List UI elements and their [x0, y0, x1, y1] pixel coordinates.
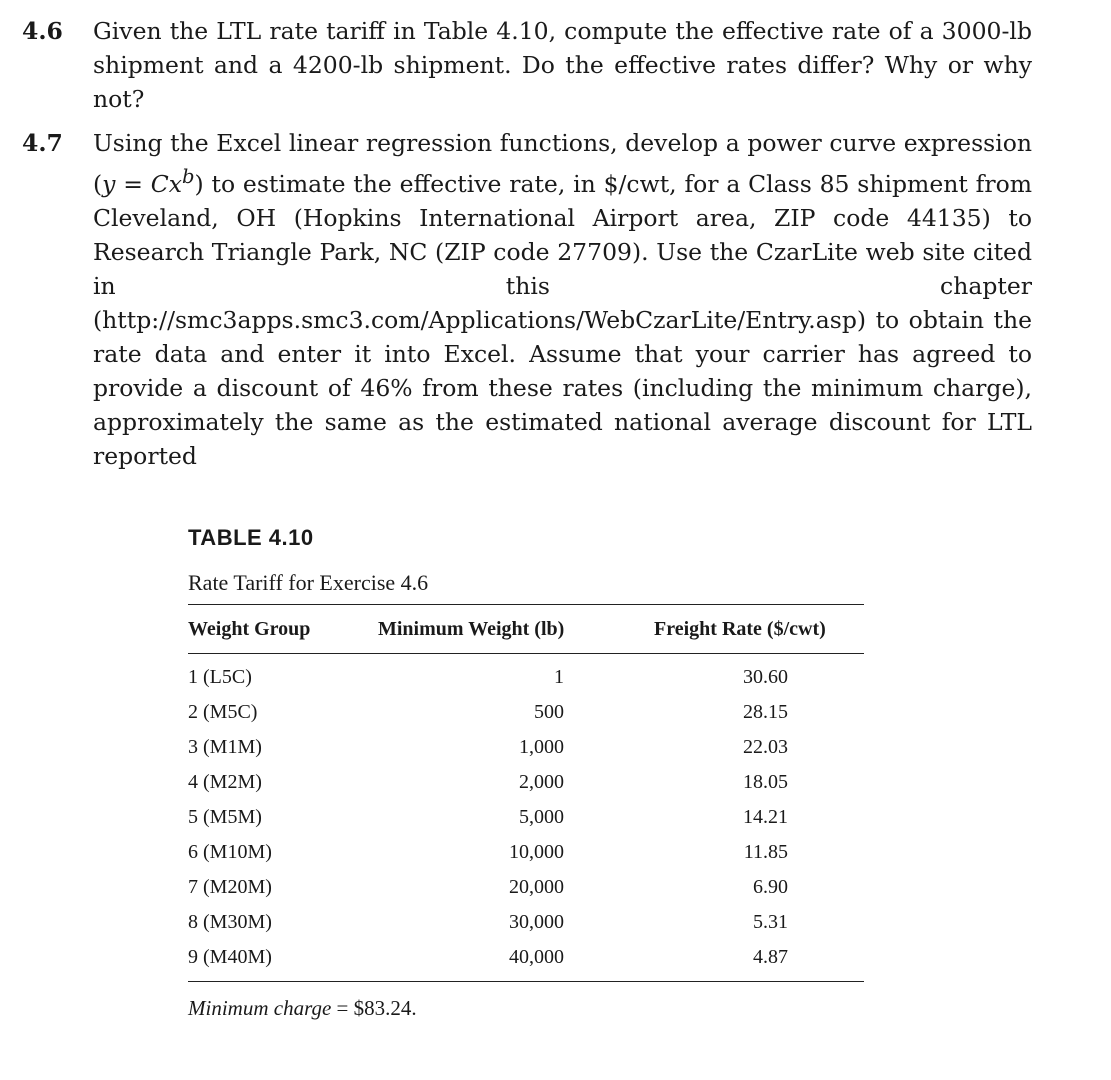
cell-weight-group: 8 (M30M) — [188, 911, 272, 933]
cell-weight-group: 2 (M5C) — [188, 701, 258, 723]
table-row — [188, 905, 864, 940]
cell-weight-group: 6 (M10M) — [188, 841, 272, 863]
cell-weight-group: 3 (M1M) — [188, 736, 262, 758]
table-row — [188, 765, 864, 800]
cell-minimum-weight: 2,000 — [519, 771, 564, 793]
table-row — [188, 835, 864, 870]
column-header-weight-group: Weight Group — [188, 605, 378, 654]
exercise-4-7 — [22, 126, 1032, 473]
table-footnote — [188, 996, 864, 1021]
exercise-number: 4.7 — [22, 129, 63, 157]
footnote-value: = $83.24. — [331, 996, 417, 1020]
cell-freight-rate: 30.60 — [743, 666, 788, 688]
cell-freight-rate: 28.15 — [743, 701, 788, 723]
table-row — [188, 800, 864, 835]
table-row — [188, 730, 864, 765]
cell-weight-group: 4 (M2M) — [188, 771, 262, 793]
cell-minimum-weight: 1,000 — [519, 736, 564, 758]
table-caption: Rate Tariff for Exercise 4.6 — [188, 570, 429, 595]
cell-freight-rate: 4.87 — [654, 940, 864, 982]
cell-freight-rate: 11.85 — [743, 841, 788, 863]
exercise-list — [22, 14, 1032, 483]
cell-minimum-weight: 30,000 — [509, 911, 564, 933]
rate-tariff-table-block — [188, 520, 864, 1021]
table-row — [188, 940, 864, 982]
cell-weight-group: 7 (M20M) — [188, 876, 272, 898]
exercise-text-part: ) to estimate the effective rate, in $/cwt, for a Class 85 shipment from Cleveland, OH (Hopkins International Airport area, ZIP code 44135) to Research Triangle Park, NC (ZIP code 27709). Use the CzarLite web site cited in this chapter (http://smc3apps.smc3.com/Applications/WebCzarLite/Entry.asp) to obtain the rate data and enter it into Excel. Assume that your carrier has agreed to provide a discount of 46% from these rates (including the minimum charge), approximately the same as the estimated national average discount for LTL reported — [93, 169, 1032, 470]
table-label: TABLE 4.10 — [188, 525, 314, 550]
cell-minimum-weight: 10,000 — [509, 841, 564, 863]
table-row — [188, 695, 864, 730]
table-row — [188, 654, 864, 696]
exercise-text-part: Using the Excel linear regression functions, develop a power curve expression ( — [93, 129, 1032, 198]
table-header-row — [188, 605, 864, 654]
cell-freight-rate: 14.21 — [743, 806, 788, 828]
cell-freight-rate: 6.90 — [753, 876, 788, 898]
exercise-text — [93, 126, 1032, 473]
cell-minimum-weight: 1 — [554, 666, 564, 688]
cell-weight-group: 9 (M40M) — [188, 940, 378, 982]
table-row — [188, 870, 864, 905]
power-curve-formula: y = Cx — [102, 169, 182, 198]
cell-minimum-weight: 20,000 — [509, 876, 564, 898]
cell-freight-rate: 18.05 — [743, 771, 788, 793]
cell-weight-group: 1 (L5C) — [188, 666, 252, 688]
exercise-4-6 — [22, 14, 1032, 116]
cell-freight-rate: 5.31 — [753, 911, 788, 933]
footnote-label: Minimum charge — [188, 996, 332, 1020]
column-header-minimum-weight: Minimum Weight (lb) — [378, 605, 654, 654]
power-curve-exponent: b — [182, 165, 195, 188]
exercise-text: Given the LTL rate tariff in Table 4.10, compute the effective rate of a 3000-lb shipment and a 4200-lb shipment. Do the effective rates differ? Why or why not? — [93, 17, 1032, 113]
cell-minimum-weight: 5,000 — [519, 806, 564, 828]
rate-tariff-table — [188, 604, 864, 982]
cell-minimum-weight: 500 — [534, 701, 564, 723]
column-header-freight-rate: Freight Rate ($/cwt) — [654, 605, 864, 654]
exercise-number: 4.6 — [22, 17, 63, 45]
cell-minimum-weight: 40,000 — [378, 940, 654, 982]
cell-freight-rate: 22.03 — [743, 736, 788, 758]
cell-weight-group: 5 (M5M) — [188, 806, 262, 828]
